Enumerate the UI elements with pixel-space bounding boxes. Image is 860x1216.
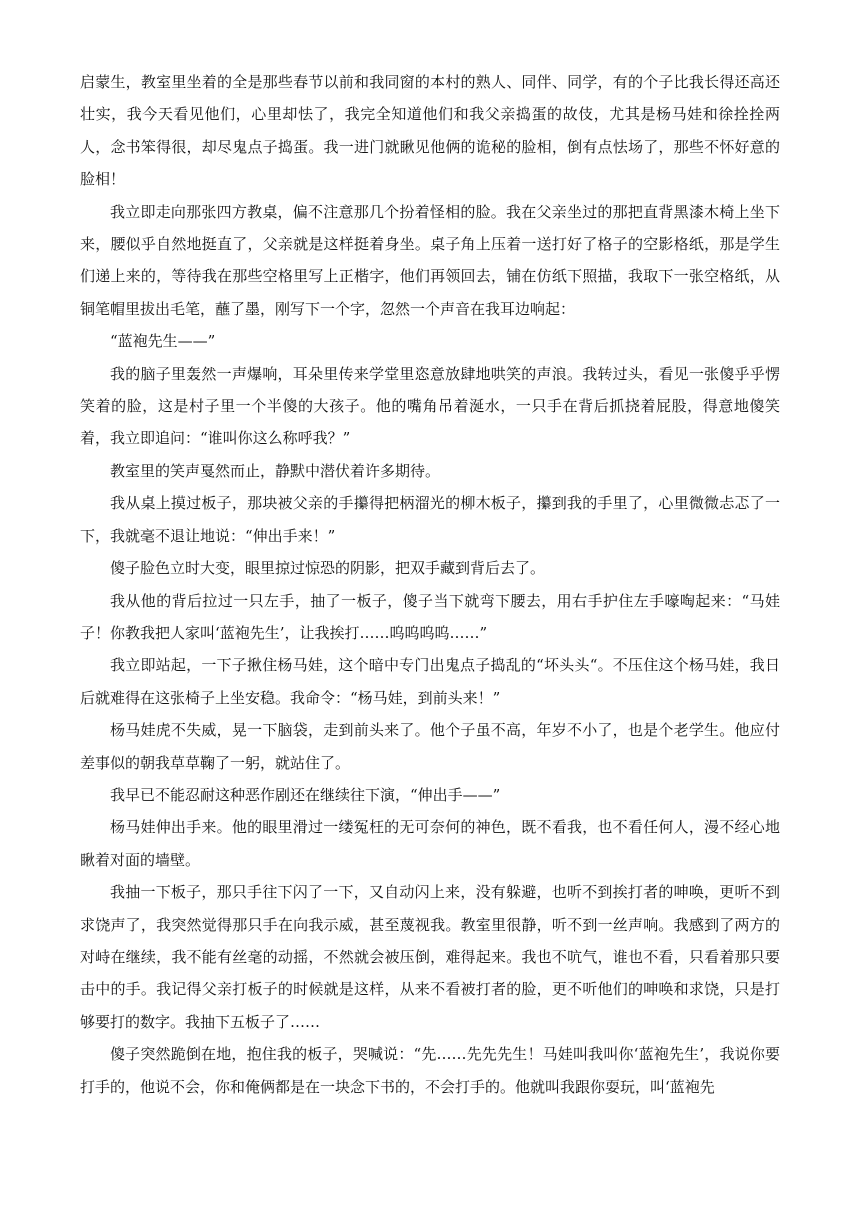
paragraph: 我早已不能忍耐这种恶作剧还在继续往下演，“伸出手——” xyxy=(110,785,501,804)
paragraph: 教室里的笑声戛然而止，静默中潜伏着许多期待。 xyxy=(110,461,441,480)
paragraph: 我抽一下板子，那只手往下闪了一下，又自动闪上来，没有躲避，也听不到挨打者的呻唤，更听不到求饶声了，我突然觉得那只手在向我示威，甚至蔑视我。教室里很静，听不到一丝声响。我感到了两方的对峙在继续，我不能有丝毫的动摇，不然就会被压倒，难得起来。我也不吭气，谁也不看，只看着那只要击中的手。我记得父亲打板子的时候就是这样，从来不看被打者的脸，更不听他们的呻唤和求饶，只是打够要打的数字。我抽下五板子了…… xyxy=(80,883,780,1031)
paragraph: 杨马娃伸出手来。他的眼里滑过一缕冤枉的无可奈何的神色，既不看我，也不看任何人，漫不经心地瞅着对面的墙壁。 xyxy=(80,818,780,869)
document-page xyxy=(80,66,780,1103)
paragraph: 启蒙生，教室里坐着的全是那些春节以前和我同窗的本村的熟人、同伴、同学，有的个子比我长得还高还壮实，我今天看见他们，心里却怯了，我完全知道他们和我父亲捣蛋的故伎，尤其是杨马娃和徐拴拴两人，念书笨得很，却尽鬼点子捣蛋。我一进门就瞅见他俩的诡秘的脸相，倒有点怯场了，那些不怀好意的脸相！ xyxy=(80,73,780,189)
paragraph: 我的脑子里轰然一声爆响，耳朵里传来学堂里恣意放肆地哄笑的声浪。我转过头，看见一张傻乎乎愣笑着的脸，这是村子里一个半傻的大孩子。他的嘴角吊着涎水，一只手在背后抓挠着屁股，得意地傻笑着，我立即追问：“谁叫你这么称呼我？” xyxy=(80,364,780,448)
paragraph: 我从他的背后拉过一只左手，抽了一板子，傻子当下就弯下腰去，用右手护住左手嚎啕起来：“马娃子！你教我把人家叫‘蓝袍先生’，让我挨打……呜呜呜呜……” xyxy=(80,591,780,642)
paragraph: 我立即站起，一下子揪住杨马娃，这个暗中专门出鬼点子捣乱的“坏头头“。不压住这个杨马娃，我日后就难得在这张椅子上坐安稳。我命令：“杨马娃，到前头来！” xyxy=(80,656,780,707)
paragraph: 我从桌上摸过板子，那块被父亲的手攥得把柄溜光的柳木板子，攥到我的手里了，心里微微忐忑了一下，我就毫不退让地说：“伸出手来！” xyxy=(80,494,780,545)
paragraph: “蓝袍先生——” xyxy=(110,332,216,351)
paragraph: 傻子突然跪倒在地，抱住我的板子，哭喊说：“先……先先先生！马娃叫我叫你‘蓝袍先生’，我说你要打手的，他说不会，你和俺俩都是在一块念下书的，不会打手的。他就叫我跟你耍玩，叫‘蓝袍先 xyxy=(80,1045,780,1096)
paragraph: 杨马娃虎不失威，晃一下脑袋，走到前头来了。他个子虽不高，年岁不小了，也是个老学生。他应付差事似的朝我草草鞠了一躬，就站住了。 xyxy=(80,721,780,772)
paragraph: 我立即走向那张四方教桌，偏不注意那几个扮着怪相的脸。我在父亲坐过的那把直背黑漆木椅上坐下来，腰似乎自然地挺直了，父亲就是这样挺着身坐。桌子角上压着一送打好了格子的空影格纸，那是学生们递上来的，等待我在那些空格里写上正楷字，他们再领回去，铺在仿纸下照描，我取下一张空格纸，从铜笔帽里拔出毛笔，蘸了墨，刚写下一个字，忽然一个声音在我耳边响起： xyxy=(80,202,780,318)
paragraph: 傻子脸色立时大变，眼里掠过惊恐的阴影，把双手藏到背后去了。 xyxy=(110,559,546,578)
